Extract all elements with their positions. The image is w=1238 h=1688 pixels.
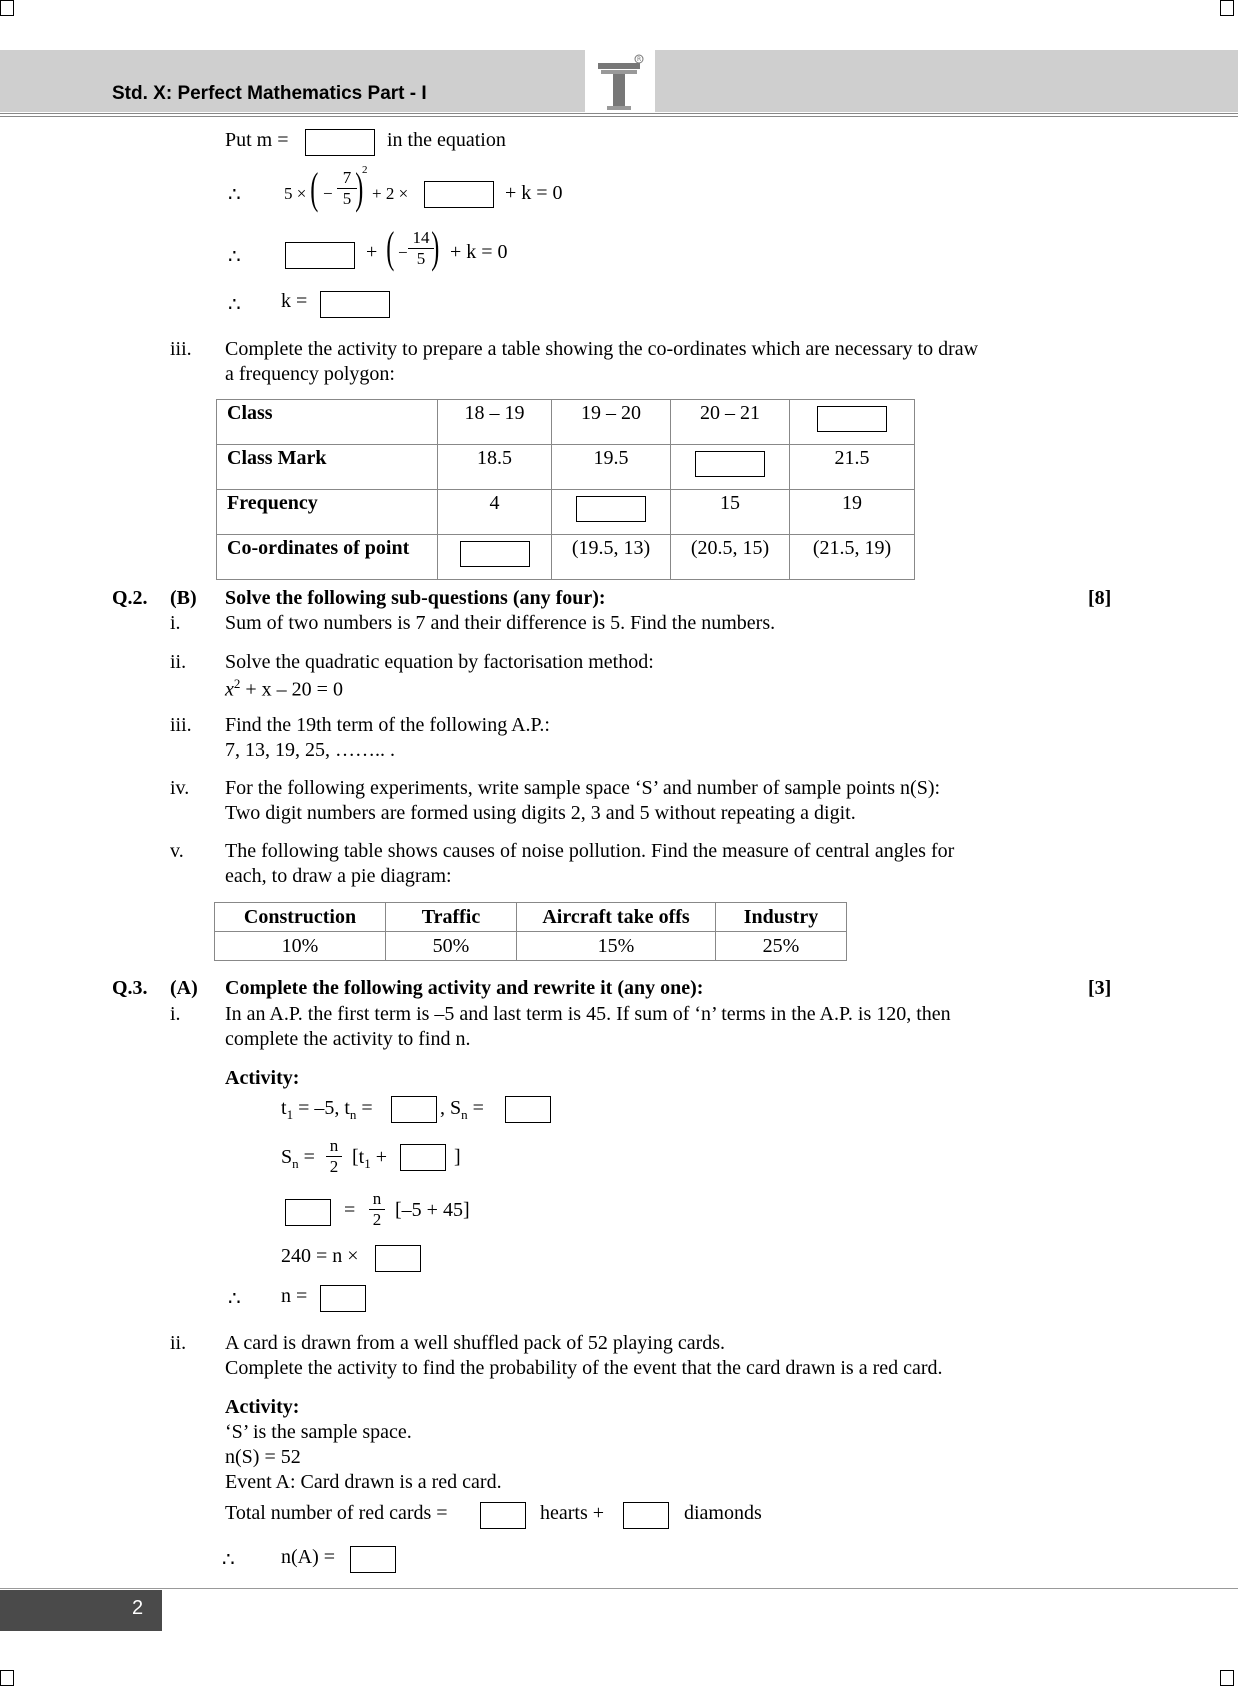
eq1-exponent: 2 [362,164,368,176]
eq2-plus: + [366,241,378,263]
activity-line: Total number of red cards = [225,1502,448,1524]
question-number: Q.3. [112,977,148,999]
n-over-2-fraction [326,1136,342,1177]
eq1-sign: − [323,184,333,203]
therefore-symbol: ∴ [228,246,241,268]
question-text: For the following experiments, write sample space ‘S’ and number of sample points n(S): [225,777,941,799]
table-row [217,490,915,535]
question-number: v. [170,840,184,862]
k-label: k = [281,290,308,312]
therefore-symbol: ∴ [228,294,241,316]
table-cell: (21.5, 19) [790,535,915,580]
question-number: iv. [170,777,190,799]
question-number: iii. [170,338,192,360]
answer-box [817,406,887,432]
question-number: i. [170,1003,181,1025]
table-cell: 18.5 [438,445,552,490]
answer-box [400,1144,446,1171]
t-symbol: t [281,1097,287,1119]
eq2-frac-num: 14 [408,228,434,249]
subscript: n [292,1156,299,1171]
table-cell: 19.5 [552,445,671,490]
frac-num: n [369,1189,385,1210]
answer-box [375,1245,421,1272]
answer-box [305,129,375,156]
hearts-label: hearts + [540,1502,605,1524]
table-row [217,445,915,490]
section-heading: Solve the following sub-questions (any four): [225,587,606,609]
bracket-close: ] [454,1146,461,1168]
question-text: complete the activity to find n. [225,1028,471,1050]
page-number: 2 [132,1597,144,1619]
equals: = [298,1146,315,1168]
marks-label: [3] [1088,977,1112,999]
answer-box [285,242,355,269]
therefore-symbol: ∴ [228,1288,241,1310]
table-cell [790,400,915,445]
subscript: n [349,1107,357,1122]
question-text: each, to draw a pie diagram: [225,865,452,887]
answer-box [695,451,765,477]
equals: = [344,1199,356,1221]
table-cell: 4 [438,490,552,535]
quadratic-equation [225,676,343,702]
question-text: The following table shows causes of noise pollution. Find the measure of central angles for [225,840,955,862]
question-number: i. [170,612,181,634]
eq2-sign: − [398,243,408,262]
eq2-fraction [408,228,434,269]
table-row [217,535,915,580]
eq1-suffix: + k = 0 [505,182,563,204]
equals: = [467,1097,484,1119]
n-label: n = [281,1285,308,1307]
header-title: Std. X: Perfect Mathematics Part - I [112,83,427,104]
question-text: Solve the quadratic equation by factorisation method: [225,651,654,673]
svg-text:R: R [637,56,642,63]
answer-box [460,541,530,567]
activity-label: Activity: [225,1067,300,1089]
eq1-frac-den: 5 [342,189,352,208]
exponent: 2 [233,676,241,691]
ap-sequence: 7, 13, 19, 25, …….. . [225,739,395,761]
table-cell: (20.5, 15) [671,535,790,580]
eq1-mid: + 2 × [372,184,409,203]
question-number: iii. [170,714,192,736]
table-cell: 19 [790,490,915,535]
column-header: Construction [215,903,386,932]
question-number: ii. [170,651,187,673]
therefore-symbol: ∴ [222,1549,235,1571]
eq4-label: 240 = n × [281,1245,359,1267]
answer-box [350,1546,396,1573]
frequency-polygon-table [216,399,915,580]
table-cell: 21.5 [790,445,915,490]
question-text: Complete the activity to find the probability of the event that the card drawn is a red card. [225,1357,943,1379]
na-label: n(A) = [281,1546,336,1568]
table-cell: 20 – 21 [671,400,790,445]
question-number: ii. [170,1332,187,1354]
crop-mark-top-right [1220,0,1234,16]
sn-bracket [352,1146,387,1172]
activity-line: Event A: Card drawn is a red card. [225,1471,502,1493]
crop-mark-bottom-right [1220,1670,1234,1686]
paren-close: ) [355,164,364,213]
row-label: Frequency [217,490,438,535]
noise-pollution-table [214,902,847,961]
row-label: Co-ordinates of point [217,535,438,580]
eq1-fraction [337,168,357,209]
table-cell: 15% [517,932,716,961]
eq3-bracket: [–5 + 45] [395,1199,470,1221]
question-text: Find the 19th term of the following A.P.: [225,714,550,736]
bracket-open: [t [352,1146,365,1168]
n-over-2-fraction [369,1189,385,1230]
table-cell: 25% [716,932,847,961]
answer-box [391,1096,437,1123]
eq2-frac-den: 5 [416,249,426,268]
answer-box [320,1285,366,1312]
paren-open: ( [310,164,319,213]
column-header: Aircraft take offs [517,903,716,932]
put-m-label: Put m = [225,129,289,151]
therefore-symbol: ∴ [228,184,241,206]
t1-value: = –5, t [293,1097,350,1119]
variable-x: x [225,678,234,701]
table-cell: (19.5, 13) [552,535,671,580]
crop-mark-bottom-left [0,1670,14,1686]
table-cell [671,445,790,490]
question-text: In an A.P. the first term is –5 and last term is 45. If sum of ‘n’ terms in the A.P. is 120, then [225,1003,951,1025]
subscript: n [461,1107,468,1122]
section-heading: Complete the following activity and rewrite it (any one): [225,977,704,999]
answer-box [424,181,494,208]
table-cell: 18 – 19 [438,400,552,445]
diamonds-label: diamonds [684,1502,762,1524]
answer-box [480,1502,526,1529]
answer-box [505,1096,551,1123]
table-cell: 50% [386,932,517,961]
question-text: Two digit numbers are formed using digits 2, 3 and 5 without repeating a digit. [225,802,856,824]
activity-line: ‘S’ is the sample space. [225,1421,412,1443]
header-divider [0,113,1238,114]
header-divider [0,116,1238,117]
subscript: 1 [286,1107,294,1122]
question-text: Sum of two numbers is 7 and their difference is 5. Find the numbers. [225,612,776,634]
equals: = [356,1097,373,1119]
answer-box [285,1199,331,1226]
table-cell [552,490,671,535]
question-text: a frequency polygon: [225,363,395,385]
table-header-row [215,903,847,932]
activity-label: Activity: [225,1396,300,1418]
plus: + [370,1146,387,1168]
sn-label [440,1097,484,1123]
subscript: 1 [364,1156,371,1171]
answer-box [320,291,390,318]
question-text: Complete the activity to prepare a table showing the co-ordinates which are necessary to draw [225,338,979,360]
eq1-frac-num: 7 [337,168,357,189]
question-part: (B) [170,587,197,609]
crop-mark-top-left [0,0,14,16]
frac-num: n [326,1136,342,1157]
footer-divider [0,1588,1238,1589]
question-text: A card is drawn from a well shuffled pack of 52 playing cards. [225,1332,726,1354]
sn-formula-label [281,1146,315,1172]
question-part: (A) [170,977,198,999]
table-cell: 10% [215,932,386,961]
paren-open: ( [386,223,395,272]
answer-box [623,1502,669,1529]
frac-den: 2 [372,1210,382,1229]
table-row [215,932,847,961]
row-label: Class Mark [217,445,438,490]
table-row [217,400,915,445]
row-label: Class [217,400,438,445]
table-cell [438,535,552,580]
eq1-prefix: 5 × [284,184,307,203]
marks-label: [8] [1088,587,1112,609]
eq2-suffix: + k = 0 [450,241,508,263]
table-cell: 19 – 20 [552,400,671,445]
put-m-suffix: in the equation [387,129,506,151]
answer-box [576,496,646,522]
table-cell: 15 [671,490,790,535]
comma-s: , S [440,1097,462,1119]
activity-line: n(S) = 52 [225,1446,301,1468]
column-header: Traffic [386,903,517,932]
column-header: Industry [716,903,847,932]
equation-rest: + x – 20 = 0 [245,678,343,701]
paren-close: ) [431,223,440,272]
s-symbol: S [281,1146,293,1168]
activity-line-t1-tn [281,1097,373,1123]
publisher-logo [585,50,655,112]
frac-den: 2 [329,1157,339,1176]
question-number: Q.2. [112,587,148,609]
